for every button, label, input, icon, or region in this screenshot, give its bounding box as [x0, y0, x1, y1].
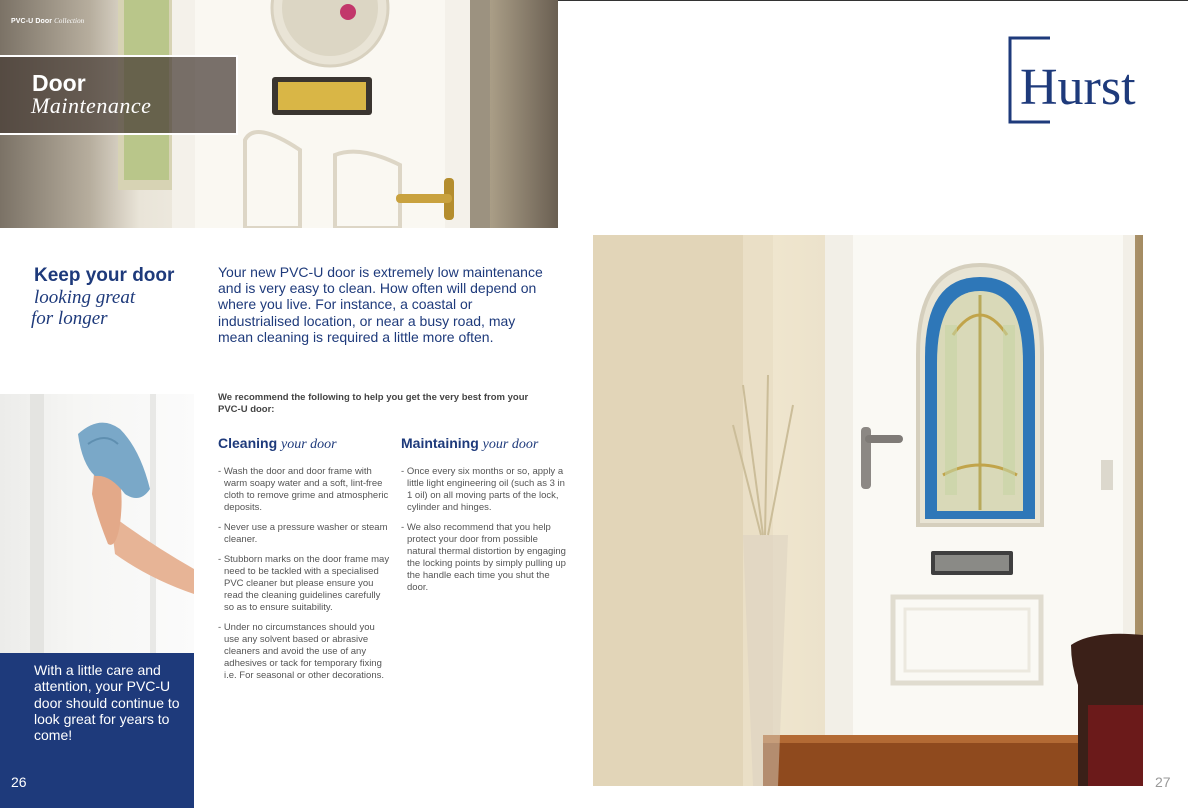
headline-bold: Keep your door — [34, 265, 175, 286]
headline-italic-1: looking great — [34, 287, 136, 308]
list-item: - Stubborn marks on the door frame may need to be tackled with a specialised PVC cleaner but please ensure you read the cleaning guidelines carefully so as to ensure suitability. — [218, 554, 390, 614]
intro-paragraph: Your new PVC-U door is extremely low maintenance and is very easy to clean. How often will depend on where you live. For instance, a coastal or industrialised location, or near a busy road, may mean cleaning is required a little more often. — [218, 264, 543, 345]
list-item: - We also recommend that you help protect your door from possible natural thermal distortion by engaging the locking points by simply pulling up the handle each time you shut the door. — [401, 522, 566, 594]
collection-label: PVC-U Door Collection — [11, 17, 85, 25]
page-title: Door — [32, 70, 86, 96]
page-number-left: 26 — [11, 774, 27, 790]
maintaining-list — [401, 466, 566, 602]
top-rule — [558, 0, 1188, 1]
hero-door-photo — [0, 0, 558, 228]
maintaining-heading: Maintaining your door — [401, 435, 539, 452]
hand-cleaning-photo — [0, 394, 194, 654]
page-subtitle: Maintenance — [31, 93, 152, 118]
hand-illustration — [0, 394, 194, 654]
logo-text: Hurst — [1020, 59, 1136, 116]
page-number-right: 27 — [1155, 774, 1171, 790]
headline-italic-2: for longer — [31, 308, 108, 329]
cleaning-heading: Cleaning your door — [218, 435, 337, 452]
cleaning-list — [218, 466, 390, 690]
quote-text: With a little care and attention, your PVC-U door should continue to look great for years to come! — [34, 662, 180, 744]
list-item: - Wash the door and door frame with warm soapy water and a soft, lint-free cloth to remove grime and atmospheric deposits. — [218, 466, 390, 514]
list-item: - Under no circumstances should you use any solvent based or abrasive cleaners and avoid the use of any adhesives or tack for temporary fixing i.e. For seasonal or other decorations. — [218, 622, 390, 682]
hurst-logo — [1008, 36, 1148, 124]
list-item: - Once every six months or so, apply a little light engineering oil (such as 3 in 1 oil) on all moving parts of the lock, cylinder and hinges. — [401, 466, 566, 514]
front-door-illustration — [593, 235, 1143, 786]
recommendation-text: We recommend the following to help you get the very best from your PVC-U door: — [218, 392, 529, 415]
door-photo — [593, 235, 1143, 786]
list-item: - Never use a pressure washer or steam cleaner. — [218, 522, 390, 546]
headline — [31, 265, 209, 329]
